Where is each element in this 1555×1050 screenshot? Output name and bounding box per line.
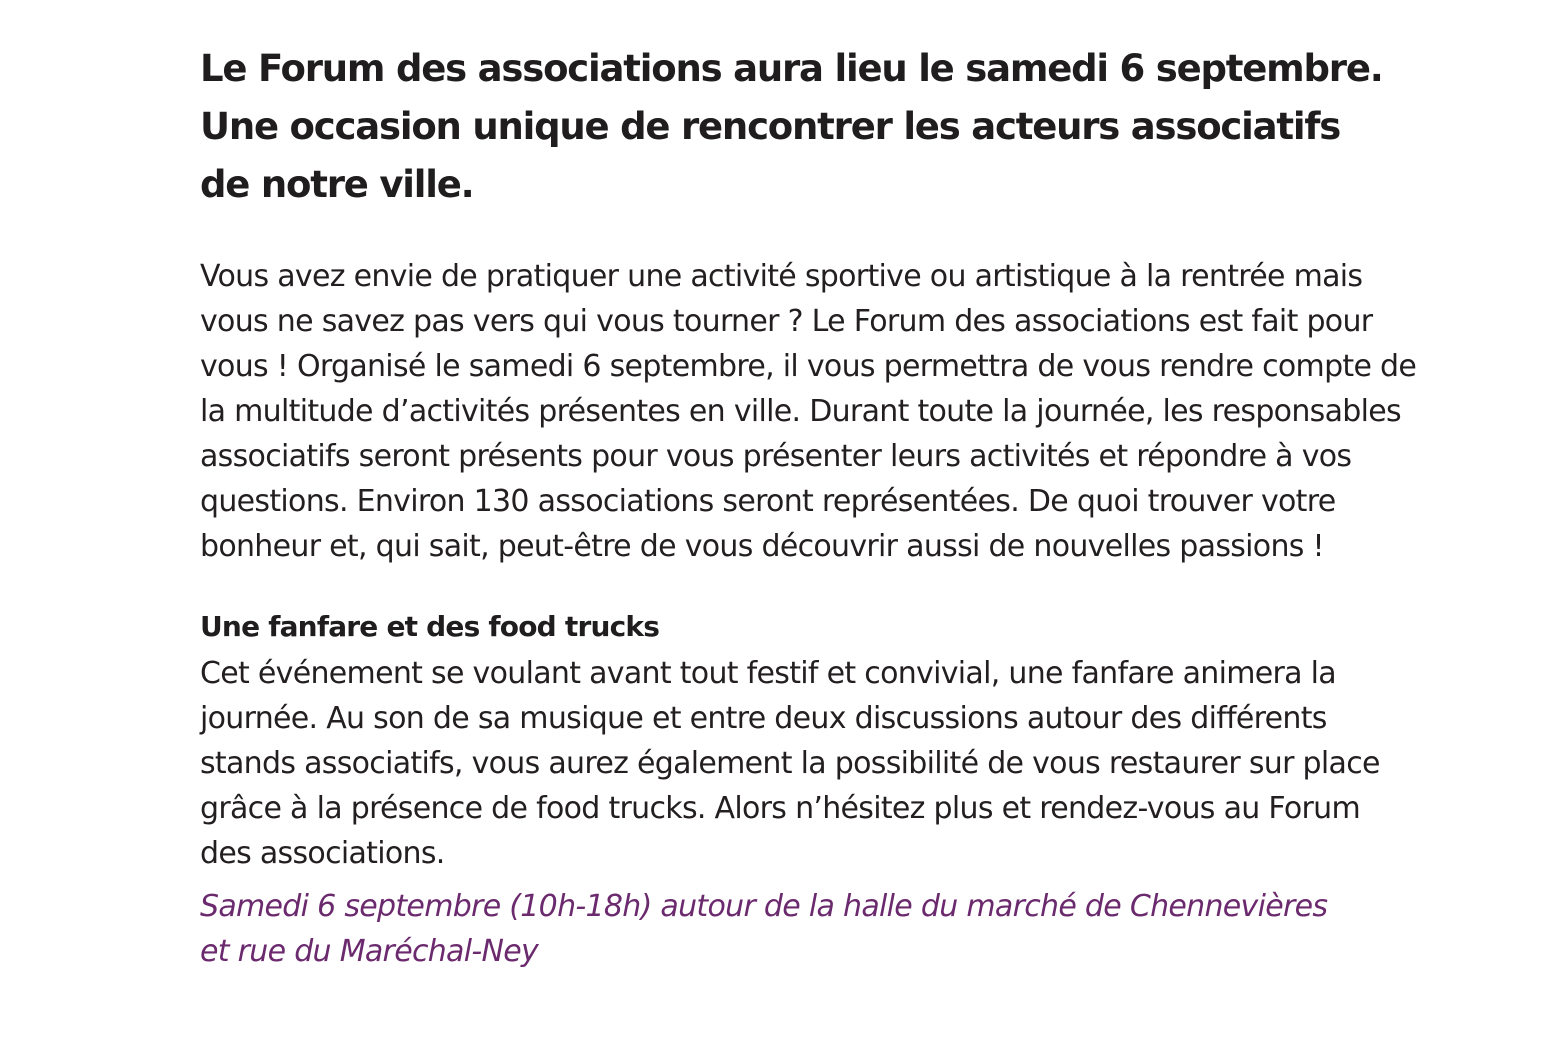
event-info-line: et rue du Maréchal-Ney bbox=[200, 934, 539, 969]
section-heading: Une fanfare et des food trucks bbox=[200, 610, 660, 643]
lead-line: Le Forum des associations aura lieu le samedi 6 septembre. bbox=[200, 47, 1383, 90]
lead-paragraph bbox=[200, 40, 1475, 214]
section-line: journée. Au son de sa musique et entre deux discussions autour des différents bbox=[200, 701, 1327, 736]
lead-line: de notre ville. bbox=[200, 163, 474, 206]
section-line: stands associatifs, vous aurez également la possibilité de vous restaurer sur place bbox=[200, 746, 1380, 781]
event-info-line: Samedi 6 septembre (10h-18h) autour de la halle du marché de Chennevières bbox=[200, 889, 1328, 924]
intro-line: vous ne savez pas vers qui vous tourner ? Le Forum des associations est fait pour bbox=[200, 304, 1373, 339]
article bbox=[200, 40, 1475, 974]
intro-line: associatifs seront présents pour vous présenter leurs activités et répondre à vos bbox=[200, 439, 1352, 474]
intro-line: vous ! Organisé le samedi 6 septembre, il vous permettra de vous rendre compte de bbox=[200, 349, 1417, 384]
intro-paragraph bbox=[200, 254, 1475, 569]
section-line: Cet événement se voulant avant tout festif et convivial, une fanfare animera la bbox=[200, 656, 1336, 691]
intro-line: Vous avez envie de pratiquer une activité sportive ou artistique à la rentrée mais bbox=[200, 259, 1363, 294]
intro-line: questions. Environ 130 associations seront représentées. De quoi trouver votre bbox=[200, 484, 1336, 519]
lead-line: Une occasion unique de rencontrer les acteurs associatifs bbox=[200, 105, 1341, 148]
section-line: grâce à la présence de food trucks. Alors n’hésitez plus et rendez-vous au Forum bbox=[200, 791, 1361, 826]
intro-line: bonheur et, qui sait, peut-être de vous découvrir aussi de nouvelles passions ! bbox=[200, 529, 1324, 564]
section-paragraph bbox=[200, 651, 1475, 876]
section-line: des associations. bbox=[200, 836, 445, 871]
intro-line: la multitude d’activités présentes en ville. Durant toute la journée, les responsables bbox=[200, 394, 1401, 429]
event-info bbox=[200, 884, 1475, 974]
